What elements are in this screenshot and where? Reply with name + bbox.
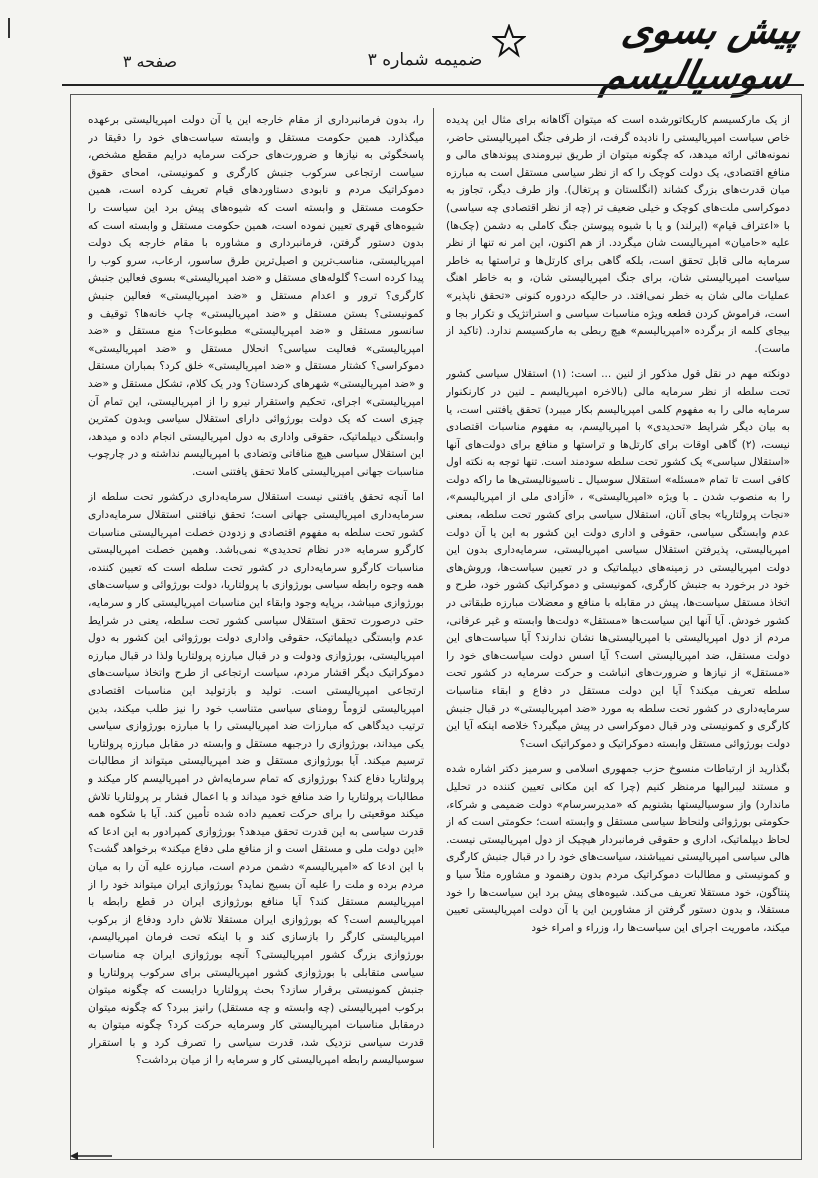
paragraph: بگذارید از ارتباطات منسوخ حزب جمهوری اسلامی و سرمیز دکتر اشاره شده و مستند لیبرالیها مرمنظر کنیم (چرا که این مکانی تعیین کننده در تحلیل ماندارد) واز سوسیالیستها بشنویم که «مدیرسرسام» دولت ضمیمی و شرکاء، حکومتی بورژوائی ولنحاظ سیاسی مستقل و وابسته است؛ حکومتی است که از لحاظ دیپلماتیک، اداری و حقوقی فرمانبردار هیچیک از دول امپریالیستی نیست. هالی سیاسی امپریالیستی نمیباشند، سیاست‌های خود را در قبال جنبش کارگری و کمونیستی و مطالبات دموکراتیک مردم بدون رهنمود و مشاوره مثلاً سیا و پنتاگون، خود مستقلا تعریف می‌کند. شیوه‌های پیش برد این سیاست‌ها را خود مستقلا، و بدون دستور گرفتن از مشاورین این یا آن دولت امپریالیستی تعیین میکند، ماموریت اجرای این سیاست‌ها را، وزراء و امراء خود [446,763,790,934]
issue-label: ضمیمه شماره ۳ [367,50,483,70]
article-column-right [446,112,790,1162]
paragraph: از یک مارکسیسم کاریکاتورشده است که میتوان آگاهانه برای مثال این پدیده خاص سیاست امپریالیستی را نادیده گرفت، از طرفی جنگ امپریالیستی حاضر، نمونه‌هائی ارائه میدهد، که چگونه میتوان از طریق نیرومندی پیوندهای مالی و منافع اقتصادی، یک دولت کوچک را که از نظر سیاسی مستقل است به مبارزه میان قدرت‌های بزرگ کشاند (انگلستان و پرتغال). واز طرف دیگر، تجاوز به دموکراسی ملت‌های کوچک و خیلی ضعیف تر (چه از نظر اقتصادی چه سیاسی) با «اعتراف قیام» (ایرلند) و یا با شیوه پیوستن جنگ کاملی به دشمن (چک‌ها) علیه «حامیان» امپریالیست شان میگردد. از هم اکنون، این امر نه تنها از نظر سرمایه مالی قابل تحقق است، بلکه گاهی برای کارتل‌ها و تراستها به خاطر سیاست امپریالیستی شان، برای جنگ امپریالیستی شان، و به خاطر اهنگ عملیات مالی شان به خطر نمی‌افتد. در حالیکه دردوره کنونی «تحقق ناپذیر» است، فراموش کردن قطعه ویژه مناسبات سیاسی و استراتژیک و تکرار بجا و بیجای کلمه از برگرده «امپریالیسم» هیچ ربطی به مارکسیسم ندارد. (تاکید از ماست). [446,114,790,355]
logo-text: پیش بسوی سوسیالیسم [597,7,806,97]
paragraph: دونکته مهم در نقل قول مذکور از لنین ... است: (۱) استقلال سیاسی کشور تحت سلطه از نظر سرمایه مالی (بالاخره امپریالیسم ـ لنین در کارنکنوار سرمایه مالی را به مفهوم کلمی امپریالیسم بکار میبرد) تحقق یافتنی است، یا به بیان دیگر شرایط «تحدیدی» با امپریالیسم، به مفهوم مناسبات اقتصادی نیست، (۲) گاهی اوقات برای کارتل‌ها و تراستها و منافع برای دولت‌های آنها «استقلال سیاسی» یک کشور تحت سلطه سودمند است. تنها توجه به نکته اول کافی است تا تمام «مسئله» استقلال سوسیال ـ ناسیونالیستی‌ها ما راکه دولت را به منصوب شدن ـ با ویژه «امپریالیستی» ، «آزادی ملی از امپریالیسم»، «نجات پرولتاریا» بجای آنان، استقلال سیاسی برای کشور تحت سلطه، بمعنی عدم وابستگی سیاسی، حقوقی و اداری دولت این کشور به این یا آن دولت امپریالیستی، پذیرفتن استقلال سیاسی امپریالیستی، سرمایه‌داری بدون این دولت امپریالیستی در زمینه‌های دیپلماتیک و در تعیین سیاست‌ها، وروش‌های خود در برخورد به جنبش کارگری، کمونیستی و دموکراتیک کشور خود، طرح و اتخاذ مستقل سیاست‌ها، پیش در مقابله با منافع و معضلات مبارزه طبقاتی در کشور خودش. آیا آنها این سیاست‌ها «مستقل» دولت‌ها وابسته و غیر عرفانی، مردم از دول امپریالیستی با امپریالیستی‌ها نشان ندارند؟ آیا سیاست‌های این دولت مستقل، ضد امپریالیستی است؟ آیا اسس دولت سیاست‌های خود را «مستقل» از نیازها و ضرورت‌های انباشت و حرکت سرمایه در کشور تحت سلطه تعریف میکند؟ آیا این دولت مستقل در دفاع و ابقاء مناسبات سرمایه‌داری در کشور تحت سلطه به مورد «ضد امپریالیستی» در قبال جنبش کارگری و کمونیستی ودر قبال دموکراسی در پیش میگیرد؟ خلاصه اینکه آیا این دولت بورژوائی مستقل وابسته دموکراتیک و دموکراتیک است؟ [446,368,790,750]
paragraph: را، بدون فرمانبرداری از مقام خارجه این یا آن دولت امپریالیستی برعهده میگذارد. همین حکومت مستقل و وابسته سیاست‌های خود را دقیقا در پاسخگوئی به نیازها و ضرورت‌های حرکت سرمایه درایم مقطع مشخص، سیاست ارتجاعی سرکوب جنبش کارگری و کمونیستی، امحای حقوق دموکراتیک مردم و نابودی دستاوردهای قیام تعریف کرده است، همین حکومت مستقل و وابسته است که شیوه‌های پیش برد این سیاست را شیوه‌های قهری تعیین نموده است، همین حکومت مستقل و وابسته است که بدون دستور گرفتن، فرمانبرداری و مشاوره با مقام خارجه یک دولت امپریالیستی، مناسب‌ترین و اصیل‌ترین طرق ساسور، ارعاب، سرو کوب را پیدا کرده است؟ گلوله‌های مستقل و «ضد امپریالیستی» بسوی فعالین جنبش کارگری؟ ترور و اعدام مستقل و «ضد امپریالیستی» فعالین جنبش کمونیستی؟ بستن مستقل و «ضد امپریالیستی» چاپ خانه‌ها؟ توقیف و سانسور مستقل و «ضد امپریالیستی» مطبوعات؟ منع مستقل و «ضد امپریالیستی» فعالیت سیاسی؟ انحلال مستقل و «ضد امپریالیستی» دموکراسی؟ کشتار مستقل و «ضد امپریالیستی» خلق کرد؟ بمباران مستقل و «ضد امپریالیستی» شهرهای کردستان؟ ودر یک کلام، تشکل مستقل و «ضد امپریالیستی» اجرای، تحکیم واستقرار نیرو را از امپریالیستی، این تمام آن چیزی است که یک دولت بورژوائی دارای استقلال سیاسی وبدون کمترین وابستگی دیپلماتیک، حقوقی واداری به دول امپریالیستی انجام داده و میدهد، این استقلال سیاسی هیچ منافاتی وتضادی با امپریالیسم نداشته و در چارچوب مناسبات جهانی امپریالیستی کاملا تحقق یافتنی است. [88,114,424,478]
paragraph: اما آنچه تحقق یافتنی نیست استقلال سرمایه‌داری درکشور تحت سلطه از سرمایه‌داری امپریالیستی جهانی است؛ تحقق نیافتنی استقلال سرمایه‌داری کشور تحت سلطه به مفهوم اقتصادی و زدودن خصلت امپریالیستی مناسبات کارگرو سرمایه «در نظام تحدیدی» نمی‌باشد. وهمین خصلت امپریالیستی مناسبات کارگرو سرمایه‌داری در کشور تحت سلطه است که تعیین کننده، همه وجوه رابطه سیاسی بورژوازی با پرولتاریا، دولت بورژوائی و سیاست‌های بورژوازی میباشد، برپایه وجود وابقاء این مناسبات امپریالیستی کار و سرمایه، حتی درصورت تحقق استقلال سیاسی کشور تحت سلطه، یعنی در شرایط عدم وابستگی دیپلماتیک، حقوقی واداری دولت بورژوائی این کشور به دول امپریالیستی، بورژوازی ودولت و در قبال مبارزه پرولتاریا ولذا در قبال مبارزه دموکراتیک دیگر اقشار مردم، سیاست ارتجاعی از طرح واتخاذ سیاست‌های ارتجاعی امپریالیستی است. تولید و بازتولید این مناسبات اقتصادی امپریالیستی لزوماً رومنای سیاسی متناسب خود را نیز طلب میکند، بدین ترتیب دیدگاهی که مبارزات ضد امپریالیستی را با مبارزه بورژوازی سیاسی یکی میداند، بورژوازی را درجبهه مستقل و وابسته در مقابل مبارزه پرولتاریا ترسیم میکند. آیا بورژوازی مستقل و ضد امپریالیستی میتواند از مطالبات پرولتاریا دفاع کند؟ بورژوازی که تمام سرمایه‌اش در امپریالیسم کار میکند و مطالبات پرولتاریا را ضد منافع خود میداند و با اعمال فشار بر پرولتاریا تلاش میکند موقعیتی را برای حرکت تعمیم داده شده تأمین کند. آیا با شکوه همه قدرت سیاسی به این قدرت تحقق میدهد؟ بورژوازی کمپرادور به این ادعا که «این دولت ملی و مستقل است و از منافع ملی دفاع میکند» برخواهد گشت؟ با این ادعا که «امپریالیسم» دشمن مردم است، مبارزه علیه آن را به میان مردم برده و ملت را علیه آن بسیج نماید؟ بورژوازی ایران میتواند خود را از امپریالیسم مستقل کند؟ آیا منافع بورژوازی ایران در قطع رابطه با امپریالیسم است؟ که بورژوازی ایران مستقلا تلاش دارد ودفاع از برکوب امپریالیستی کارگر را بازسازی کند و با اینکه تحت فرمان امپریالیسم، بورژوازی بزرگ کشور امپریالیستی؟ آنچه بورژوازی ایران چه مناسبات سیاسی متقابلی با بورژوازی کشور امپریالیستی برای سرکوب پرولتاریا و جنبش کمونیستی برقرار سازد؟ بحث پرولتاریا درایست که چگونه میتوان برکوب امپریالیستی (چه وابسته و چه مستقل) رانیز ببرد؟ که چگونه میتوان درمقابل مناسبات امپریالیستی کار وسرمایه حرکت کرد؟ چگونه میتوان به قدرت سیاسی نزدیک شد، قدرت سیاسی را تصرف کرد و با استقرار سوسیالیسم رابطه امپریالیستی کار و سرمایه را از میان برداشت؟ [88,491,424,1067]
continue-arrow-icon [70,1150,114,1162]
page-number: صفحه ۳ [122,52,178,71]
header-rule [62,84,804,86]
article-column-left [88,112,424,1162]
masthead [0,0,818,97]
column-divider [433,108,434,1148]
